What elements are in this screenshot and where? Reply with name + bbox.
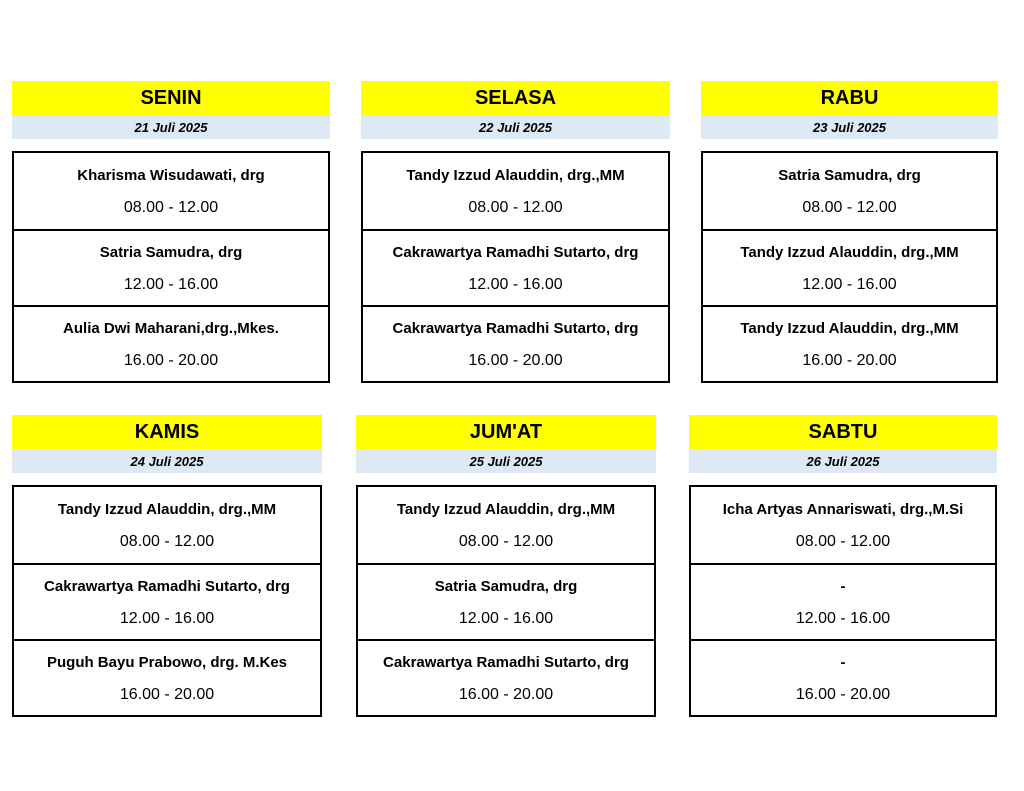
schedule-table [12,485,322,717]
schedule-slot [14,153,328,229]
schedule-table [12,151,330,383]
schedule-slot [363,153,668,229]
time-range: 08.00 - 12.00 [119,533,215,550]
schedule-slot [14,487,320,563]
schedule-slot [358,563,654,639]
time-range: 08.00 - 12.00 [458,533,554,550]
doctor-name: Satria Samudra, drg [99,243,243,261]
doctor-name: Kharisma Wisudawati, drg [77,166,265,184]
doctor-name: Cakrawartya Ramadhi Sutarto, drg [392,319,639,337]
doctor-name: Cakrawartya Ramadhi Sutarto, drg [383,653,629,671]
doctor-name: Satria Samudra, drg [778,166,921,184]
schedule-table [701,151,998,383]
day-date: 23 Juli 2025 [701,115,998,139]
schedule-slot [691,487,995,563]
time-range: 12.00 - 16.00 [119,610,215,627]
doctor-name: Puguh Bayu Prabowo, drg. M.Kes [46,653,288,671]
time-range: 16.00 - 20.00 [458,686,554,703]
doctor-name: Tandy Izzud Alauddin, drg.,MM [740,319,959,337]
day-name: SELASA [361,81,670,115]
time-range: 08.00 - 12.00 [123,199,219,216]
time-range: 16.00 - 20.00 [468,352,563,369]
time-range: 12.00 - 16.00 [468,276,563,293]
doctor-name: Tandy Izzud Alauddin, drg.,MM [57,500,277,518]
schedule-slot [703,153,996,229]
day-name: RABU [701,81,998,115]
schedule-slot [14,229,328,305]
time-range: 12.00 - 16.00 [458,610,554,627]
time-range: 08.00 - 12.00 [802,199,897,216]
day-name: SENIN [12,81,330,115]
schedule-slot [14,639,320,715]
schedule-slot [358,639,654,715]
time-range: 12.00 - 16.00 [795,610,891,627]
time-range: 12.00 - 16.00 [802,276,897,293]
day-date: 26 Juli 2025 [689,449,997,473]
day-date: 21 Juli 2025 [12,115,330,139]
day-name: JUM'AT [356,415,656,449]
doctor-name: Aulia Dwi Maharani,drg.,Mkes. [63,319,279,337]
doctor-name: Cakrawartya Ramadhi Sutarto, drg [392,243,639,261]
doctor-name: Satria Samudra, drg [434,577,578,595]
time-range: 08.00 - 12.00 [468,199,563,216]
doctor-name: Tandy Izzud Alauddin, drg.,MM [406,166,625,184]
doctor-name: - [840,653,846,671]
doctor-name: Icha Artyas Annariswati, drg.,M.Si [722,500,964,518]
schedule-slot [14,305,328,381]
day-jumat [356,415,656,717]
time-range: 16.00 - 20.00 [119,686,215,703]
schedule-slot [691,639,995,715]
time-range: 16.00 - 20.00 [795,686,891,703]
schedule-slot [703,229,996,305]
schedule-slot [358,487,654,563]
time-range: 16.00 - 20.00 [123,352,219,369]
day-date: 24 Juli 2025 [12,449,322,473]
day-sabtu [689,415,997,717]
time-range: 12.00 - 16.00 [123,276,219,293]
schedule-table [689,485,997,717]
doctor-name: Cakrawartya Ramadhi Sutarto, drg [44,577,290,595]
time-range: 08.00 - 12.00 [795,533,891,550]
doctor-name: Tandy Izzud Alauddin, drg.,MM [396,500,616,518]
day-selasa [361,81,670,383]
day-date: 25 Juli 2025 [356,449,656,473]
time-range: 16.00 - 20.00 [802,352,897,369]
day-rabu [701,81,998,383]
schedule-slot [14,563,320,639]
schedule-slot [363,305,668,381]
doctor-name: Tandy Izzud Alauddin, drg.,MM [740,243,959,261]
day-kamis [12,415,322,717]
day-name: SABTU [689,415,997,449]
doctor-name: - [840,577,846,595]
schedule-slot [363,229,668,305]
schedule-slot [691,563,995,639]
day-date: 22 Juli 2025 [361,115,670,139]
schedule-table [361,151,670,383]
day-name: KAMIS [12,415,322,449]
day-senin [12,81,330,383]
schedule-slot [703,305,996,381]
schedule-table [356,485,656,717]
